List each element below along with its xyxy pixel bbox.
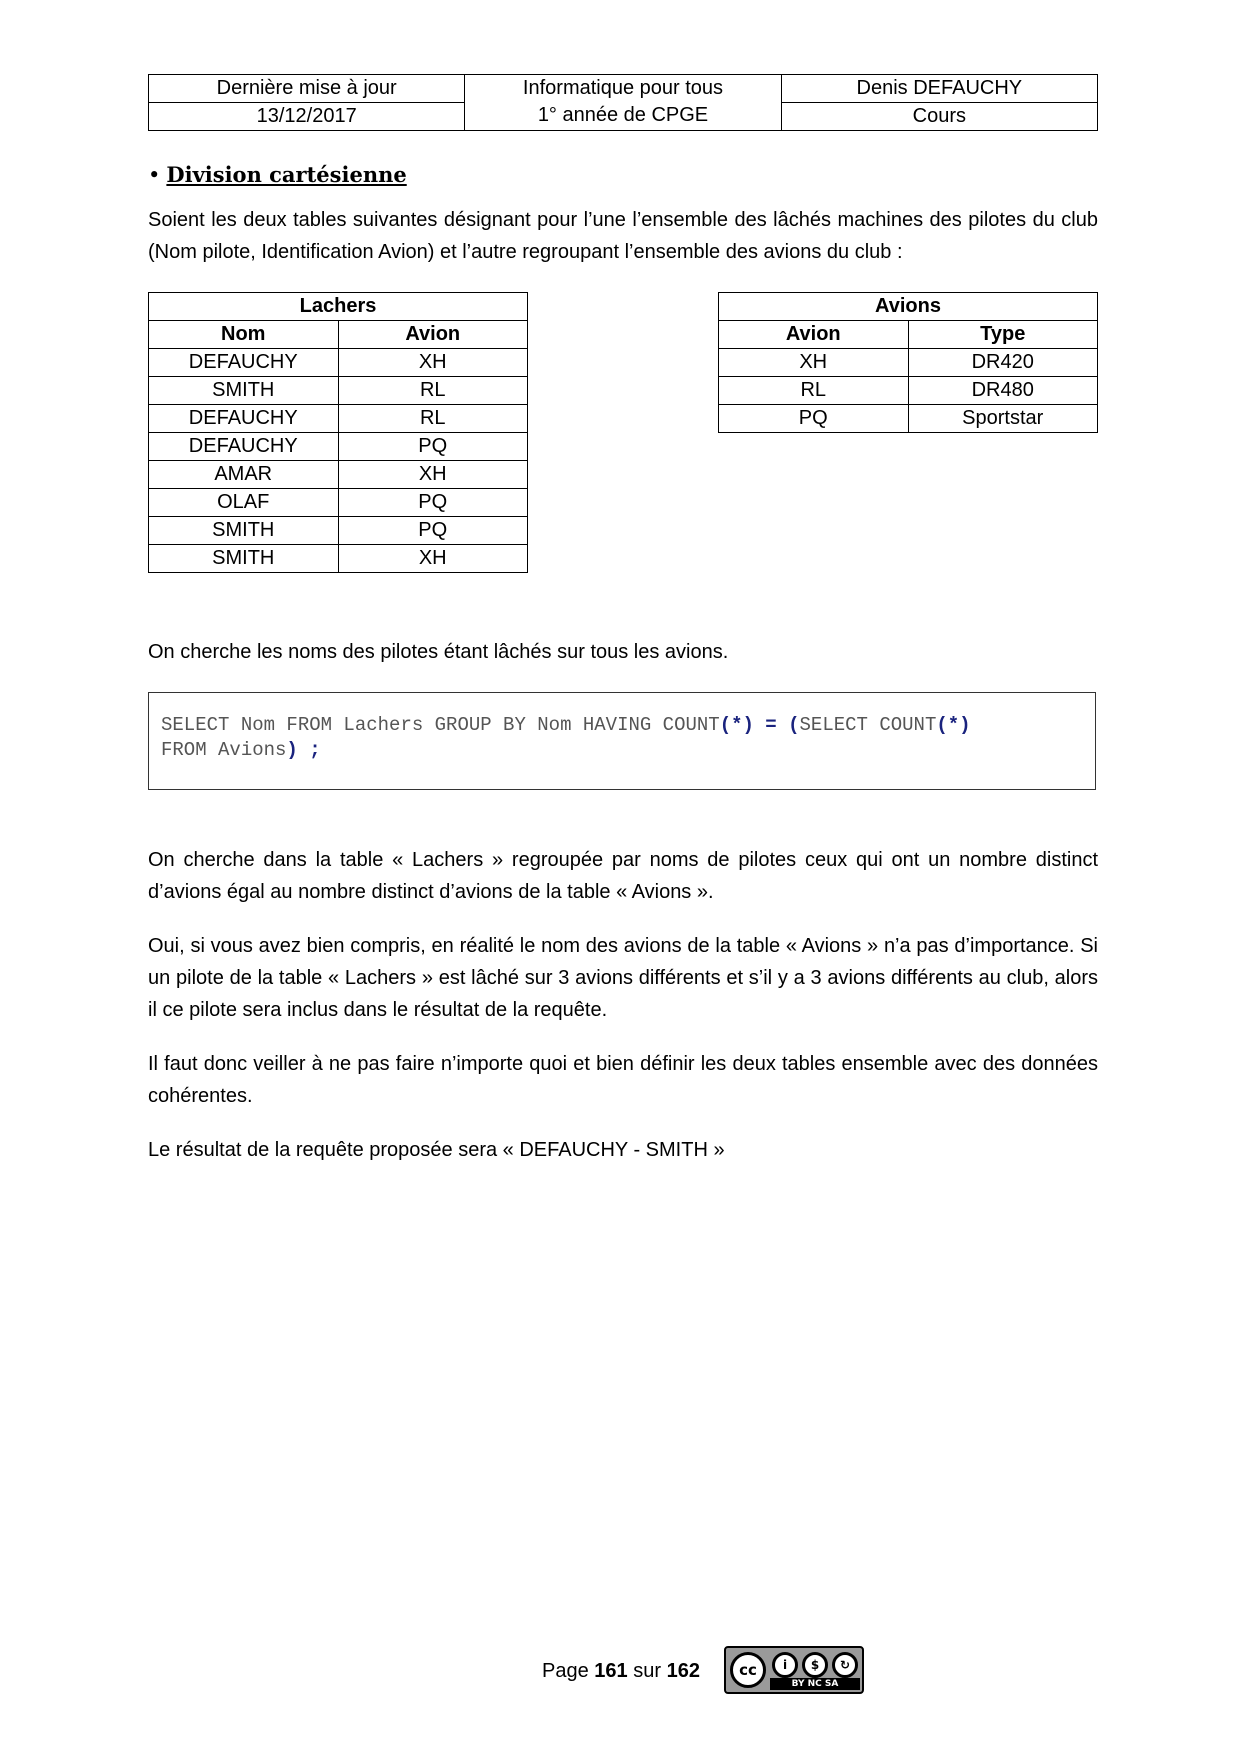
cell: DEFAUCHY [149,349,339,377]
license-strip-text: BY NC SA [791,1679,839,1689]
table-row [719,349,1098,377]
cell: PQ [338,433,528,461]
lachers-col-nom: Nom [149,321,339,349]
code-operator: ) ; [286,739,321,761]
cell: PQ [719,405,909,433]
section-title-text: Division cartésienne [166,162,407,187]
table-row [149,517,528,545]
cell: SMITH [149,545,339,573]
lachers-col-avion: Avion [338,321,528,349]
code-operator: (*) = ( [719,714,800,736]
avions-col-avion: Avion [719,321,909,349]
code-operator: (*) [936,714,971,736]
cell: SMITH [149,517,339,545]
header-table [148,74,1098,131]
avions-col-type: Type [908,321,1098,349]
cell: XH [338,349,528,377]
cell: Sportstar [908,405,1098,433]
explain1-paragraph: On cherche dans la table « Lachers » regroupée par noms de pilotes ceux qui ont un nombre distinct d’avions égal au nombre distinct d’avions de la table « Avions ». [148,849,1098,903]
section-title [148,162,407,187]
table-row [719,405,1098,433]
header-last-update-label: Dernière mise à jour [149,75,465,103]
page-label: Page [542,1660,589,1682]
page-sep: sur [633,1660,662,1682]
table-row [719,377,1098,405]
by-icon: i [772,1652,798,1678]
cell: DR480 [908,377,1098,405]
table-row [149,377,528,405]
cell: OLAF [149,489,339,517]
code-text: SELECT Nom FROM Lachers GROUP BY Nom HAVING COUNT [161,714,720,736]
header-date: 13/12/2017 [149,103,465,131]
cell: XH [719,349,909,377]
cell: RL [338,377,528,405]
cell: RL [338,405,528,433]
code-text: SELECT COUNT [799,714,937,736]
table-row [149,405,528,433]
table-row [149,461,528,489]
table-row [149,349,528,377]
table-row [149,545,528,573]
avions-table [718,292,1098,433]
cell: DR420 [908,349,1098,377]
result-paragraph: Le résultat de la requête proposée sera « DEFAUCHY - SMITH » [148,1139,725,1161]
cc-license-icon [724,1646,864,1694]
header-course [465,75,781,131]
lachers-table [148,292,528,573]
header-doc-type: Cours [781,103,1097,131]
cell: AMAR [149,461,339,489]
cell: DEFAUCHY [149,433,339,461]
page-number: 161 [594,1660,628,1682]
table-row [149,433,528,461]
license-strip [770,1678,860,1690]
sa-icon: ↻ [832,1652,858,1678]
page-footer [542,1660,700,1683]
bullet-icon: • [148,163,161,187]
cell: XH [338,461,528,489]
header-course-line1: Informatique pour tous [522,77,724,99]
explain3-paragraph: Il faut donc veiller à ne pas faire n’importe quoi et bien définir les deux tables ensemble avec des données cohérentes. [148,1053,1098,1107]
lachers-title: Lachers [149,293,528,321]
cell: RL [719,377,909,405]
question-paragraph: On cherche les noms des pilotes étant lâchés sur tous les avions. [148,641,729,663]
cell: DEFAUCHY [149,405,339,433]
explain2-paragraph: Oui, si vous avez bien compris, en réalité le nom des avions de la table « Avions » n’a pas d’importance. Si un pilote de la table « Lachers » est lâché sur 3 avions différents et s’il y a 3 avions différents au club, alors il ce pilote sera inclus dans le résultat de la requête. [148,935,1098,1021]
code-line-2 [161,738,1083,763]
intro-paragraph: Soient les deux tables suivantes désignant pour l’une l’ensemble des lâchés machines des pilotes du club (Nom pilote, Identification Avion) et l’autre regroupant l’ensemble des avions du club : [148,209,1098,263]
cell: XH [338,545,528,573]
sql-code-block [148,692,1096,790]
cell: PQ [338,489,528,517]
code-text: FROM Avions [161,739,287,761]
cell: PQ [338,517,528,545]
page-total: 162 [666,1660,700,1682]
nc-icon: $ [802,1652,828,1678]
code-line-1 [161,713,1083,738]
cc-icon: cc [730,1652,766,1688]
avions-title: Avions [719,293,1098,321]
table-row [149,489,528,517]
header-author: Denis DEFAUCHY [781,75,1097,103]
header-course-line2: 1° année de CPGE [537,104,709,126]
cell: SMITH [149,377,339,405]
